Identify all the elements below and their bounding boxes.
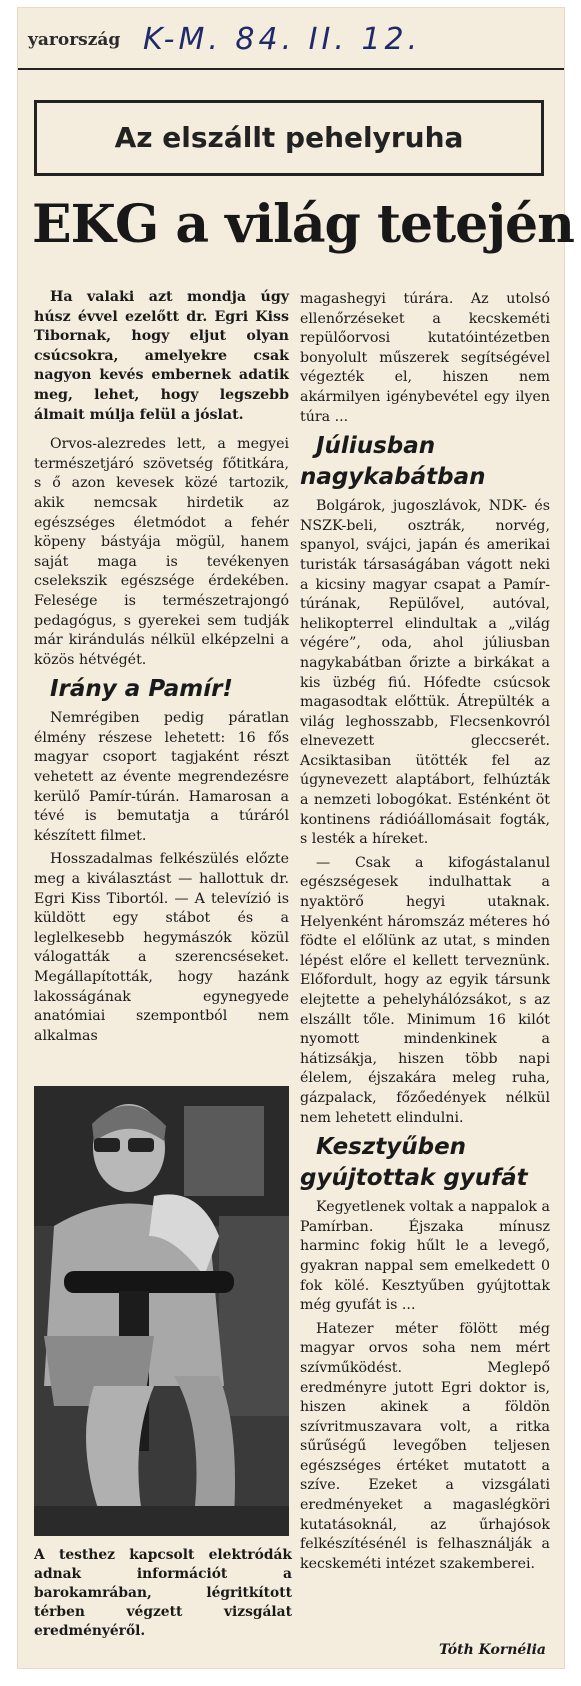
byline: Tóth Kornélia bbox=[438, 1642, 546, 1658]
photo-caption: A testhez kapcsolt elektródák adnak információt a barokamrában, légritkított térben végzett vizsgálat eredményéről. bbox=[34, 1547, 292, 1639]
subhead-julius: Júliusban nagykabátban bbox=[300, 433, 486, 491]
body-paragraph: Nemrégiben pedig páratlan élmény részese lehetett: 16 fős magyar csoport tagjaként részt vehetett az évente megrendezésre kerülő Pamír-túrán. Hamarosan a tévé is bemutatja a túráról készített filmet. bbox=[34, 710, 289, 844]
body-paragraph: Bolgárok, jugoszlávok, NDK- és NSZK-beli, osztrák, norvég, spanyol, svájci, japán és amerikai turisták társaságában vágott neki a kicsiny magyar csapat a Pamír-túrának, Repülővel, autóval, helikopterrel elindultak a „világ végére”, oda, ahol júliusban nagykabátban őrizte a birkákat a kis üzbég fiú. Hófedte csúcsok magasodtak előttük. Átrepülték a világ leghosszabb, Flecsenkovról elnevezett gleccserét. Acsiktasiban ütötték fel az úgynevezett alaptábort, felhúzták a nemzeti lobogókat. Esténként öt kontinens rádióállomásait fogták, s lesték a híreket. bbox=[300, 498, 550, 848]
article-photo bbox=[34, 1086, 289, 1536]
kicker: Az elszállt pehelyruha bbox=[114, 121, 464, 154]
left-column bbox=[34, 288, 289, 1050]
section-name: yarország bbox=[28, 30, 121, 50]
masthead-rule bbox=[18, 68, 564, 70]
subhead-kesztyu: Kesztyűben gyújtottak gyufát bbox=[300, 1134, 528, 1192]
body-paragraph: Orvos-alezredes lett, a megyei természetjáró szövetség főtitkára, s ő azon kevesek közé tartozik, akik nemcsak hirdetik az egészséges életmódot a fehér köpeny bástyája mögül, hanem saját maga is tevékenyen cselekszik egészsége érdekében. Felesége is természetrajongó pedagógus, s gyerekei sem tudják már kirándulás nélkül elképzelni a közös hétvégét. bbox=[34, 436, 289, 668]
right-column bbox=[300, 290, 550, 1578]
subhead-pamir: Irány a Pamír! bbox=[50, 676, 233, 703]
newspaper-clipping bbox=[18, 8, 574, 1668]
body-paragraph: magashegyi túrára. Az utolsó ellenőrzéseket a kecskeméti repülőorvosi kutatóintézetben bonyolult műszerek segítségével végezték el, hiszen nem akármilyen igénybevétel egy ilyen túra ... bbox=[300, 291, 550, 425]
kicker-box bbox=[34, 100, 544, 176]
body-paragraph: Hatezer méter fölött még magyar orvos soha nem mért szívműködést. Meglepő eredményre jutott Egri doktor is, hiszen akinek a földön szívritmuszavara volt, a ritka sűrűségű levegőben teljesen egészséges értéket mutatott a szíve. Ezeket a vizsgálati eredményeket a magaslégköri kutatásoknál, az űrhajósok felkészítésénél is felhasználják a kecskeméti intézet szakemberei. bbox=[300, 1320, 550, 1572]
handwritten-date: K-M. 84. II. 12. bbox=[143, 22, 422, 57]
headline: EKG a világ tetején bbox=[32, 194, 574, 255]
body-paragraph: Kegyetlenek voltak a nappalok a Pamírban. Éjszaka mínusz harminc fokig hűlt le a levegő, gyakran nappal sem emelkedett 0 fok kölé. Kesztyűben gyújtottak még gyufát is ... bbox=[300, 1199, 550, 1314]
body-paragraph: Hosszadalmas felkészülés előzte meg a kiválasztást — hallottuk dr. Egri Kiss Tibortól. — A televízió is küldött egy stábot és a leglelkesebb hegymászók közül válogatták a szerencséseket. Megállapították, hogy hazánk lakosságának egynegyede anatómiai szempontból nem alkalmas bbox=[34, 851, 289, 1044]
body-paragraph: — Csak a kifogástalanul egészségesek indulhattak a nyaktörő hegyi utaknak. Helyenként háromszáz méteres hó födte el előlünk az utat, s minden lépést előre el kellett terveznünk. Előfordult, hogy az egyik társunk elejtette a pehelyhálózsákot, s az elszállt tőle. Minimum 16 kilót nyomott mindenkinek a hátizsákja, hiszen több napi élelem, éjszakára meleg ruha, gázpalack, főzőedények nélkül nem lehetett elindulni. bbox=[300, 854, 550, 1126]
photo-man-on-ergometer bbox=[34, 1086, 289, 1536]
lead-paragraph: Ha valaki azt mondja úgy húsz évvel ezelőtt dr. Egri Kiss Tibornak, hogy eljut olyan csúcsokra, amelyekre csak nagyon kevés embernek adatik meg, lehet, hogy legszebb álmait múlja felül a jóslat. bbox=[34, 289, 289, 423]
